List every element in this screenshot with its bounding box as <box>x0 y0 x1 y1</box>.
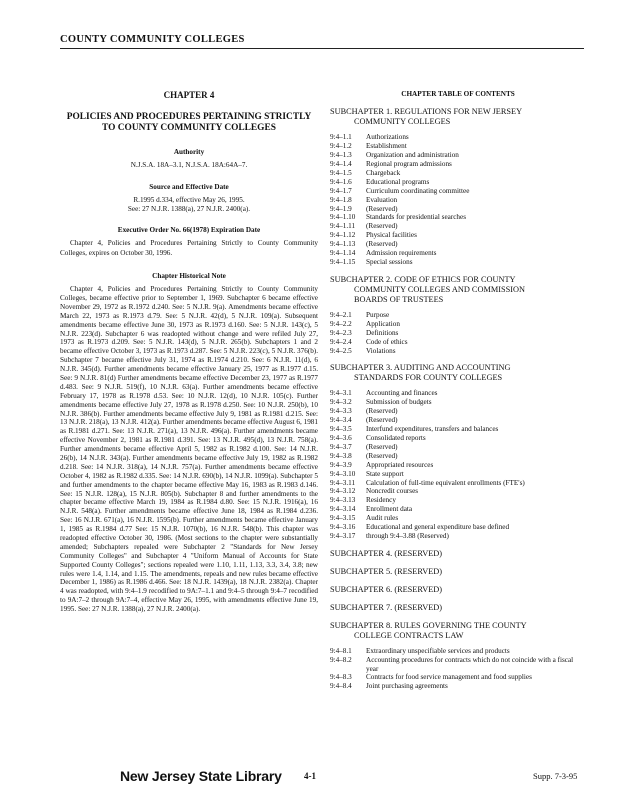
subchapter-heading[interactable] <box>330 567 586 577</box>
subchapter-title-line: COMMUNITY COLLEGES <box>354 117 451 127</box>
toc-item[interactable] <box>330 505 586 514</box>
section-number: 9:4–2.3 <box>330 328 352 337</box>
toc-item[interactable] <box>330 329 586 338</box>
section-title: Authorizations <box>366 133 409 142</box>
section-title: Violations <box>366 346 396 355</box>
toc-item[interactable] <box>330 523 586 532</box>
section-title: Audit rules <box>366 514 399 523</box>
section-title: State support <box>366 469 404 478</box>
section-number: 9:4–2.5 <box>330 346 352 355</box>
page-footer <box>0 768 618 788</box>
toc-item[interactable] <box>330 222 586 231</box>
section-number: 9:4–1.13 <box>330 240 356 249</box>
section-number: 9:4–3.10 <box>330 469 356 478</box>
section-number: 9:4–8.3 <box>330 673 352 682</box>
subchapter-title-line: SUBCHAPTER 8. RULES GOVERNING THE COUNTY <box>330 620 527 630</box>
subchapter-title-line: SUBCHAPTER 4. (RESERVED) <box>330 549 443 558</box>
section-number: 9:4–3.9 <box>330 460 352 469</box>
source-line-1: R.1995 d.334, effective May 26, 1995. <box>133 195 245 204</box>
section-number: 9:4–2.1 <box>330 310 352 319</box>
section-number: 9:4–1.7 <box>330 186 352 195</box>
header-rule <box>60 48 584 49</box>
section-number: 9:4–3.12 <box>330 487 356 496</box>
history-text: Chapter 4, Policies and Procedures Pertaining Strictly to County Community Colleges, became effective prior to September 1, 1969. Subchapter 6 became effective November 29, 1972 as R.1972 d.240. See: 5 N.J.R. 9(a). Amendments became effective March 22, 1973 as R.1973 d.79. See: 5 N.J.R. 42(d), 5 N.J.R. 109(a). Subsequent amendments became effective June 30, 1973 as R.1973 d.160. See: 5 N.J.R. 143(c), 5 N.J.R. 223(d). Subchapter 6 was readopted without change and were refiled July 27, 1973 as R.1973 d.209. See: 5 N.J.R. 143(d), 5 N.J.R. 265(b). Subchapters 1 and 2 became effective October 3, 1973 as R.1973 d.287. See: 5 N.J.R. 223(c), 5 N.J.R. 376(b). Subchapter 7 became effective July 31, 1974 as R.1974 d.210. See: 6 N.J.R. 11(d), 6 N.J.R. 345(d). Further amendments became effective January 25, 1977 as R.1977 d.15. See: 9 N.J.R. 81(d) Further amendments became effective December 23, 1977 as R.1977 d.483. See: 9 N.J.R. 519(f), 10 N.J.R. 63(a). Further amendments became effective February 17, 1978 as R.1978 d.53. See: 10 N.J.R. 12(d), 10 N.J.R. 105(c). Further amendments became effective July 27, 1978 as R.1978 d.250. See: 10 N.J.R. 250(b), 10 N.J.R. 386(b). Further amendments became effective July 9, 1981 as R.1981 d.215. See: 13 N.J.R. 218(a), 13 N.J.R. 412(a). Further amendments became effective August 6, 1981 as R.1981 d.271. See: 13 N.J.R. 271(a), 13 N.J.R. 496(a). Further amendments became effective November 2, 1981 as R.1981 d.391. See: 13 N.J.R. 495(d), 13 N.J.R. 758(a). Further amendments became effective April 5, 1982 as R.1982 d.100. See: 14 N.J.R. 26(b), 14 N.J.R. 343(a). Further amendments became effective July 19, 1982 as R.1982 d.218. See: 14 N.J.R. 318(a), 14 N.J.R. 757(a). Further amendments became effective October 4, 1982 as R.1982 d.335. See: 14 N.J.R. 690(b), 14 N.J.R. 1099(a). Subchapter 5 and further amendments to the chapter became effective May 16, 1983 as R.1983 d.146. See: 15 N.J.R. 128(a), 15 N.J.R. 805(b). Subchapter 8 and further amendments to the chapter became effective March 19, 1984 as R.1984 d.80. See: 15 N.J.R. 1916(a), 16 N.J.R. 548(a). Further amendments became effective June 18, 1984 as R.1984 d.236. See: 16 N.J.R. 671(a), 16 N.J.R. 1595(b). Further amendments became effective January 1, 1985 as R.1984 d.77 See: 15 N.J.R. 1070(b), 16 N.J.R. 548(b). This chapter was readopted effective October 30, 1986. (Most sections to the chapter were substantially amended; Subchapters repealed were Subchapter 2 "Standards for New Jersey Community Colleges" and Subchapter 4 "Uniform Manual of Accounts for State Supported County Colleges"; sections repealed were 1.10, 1.11, 1.13, 3.3, 3.4, 3.8; new rules were 1.4, 1.14, and 1.15. The amendments, repeals and new rules became effective December 1, 1986) as R.1986 d.466. See: 18 N.J.R. 1439(a), 18 N.J.R. 2382(a). Chapter 4 was readopted, with 9:4–1.9 recodified to 9A:7–1.1 and 9:4–5 through 9:4–7 recodified to 9A:7–2 through 9A:7–4, effective May 26, 1995, with amendments effective June 19, 1995. See: 27 N.J.R. 1388(a), 27 N.J.R. 2400(a). <box>60 285 318 614</box>
section-title: Noncredit courses <box>366 487 419 496</box>
section-number: 9:4–3.7 <box>330 442 352 451</box>
subchapter-heading[interactable] <box>330 621 586 641</box>
section-number: 9:4–3.17 <box>330 532 356 541</box>
section-number: 9:4–1.4 <box>330 159 352 168</box>
history-heading: Chapter Historical Note <box>152 271 226 280</box>
toc-item[interactable] <box>330 240 586 249</box>
toc-item[interactable] <box>330 133 586 142</box>
expiration-heading: Executive Order No. 66(1978) Expiration Date <box>117 226 261 235</box>
toc-item[interactable] <box>330 205 586 214</box>
section-title: Residency <box>366 496 396 505</box>
section-title: Application <box>366 319 400 328</box>
subchapter-heading[interactable] <box>330 275 586 305</box>
toc-item[interactable] <box>330 682 586 691</box>
section-title: (Reserved) <box>366 204 398 213</box>
left-column <box>60 90 318 614</box>
section-title: Special sessions <box>366 258 413 267</box>
chapter-label: CHAPTER 4 <box>163 90 215 100</box>
section-number: 9:4–1.15 <box>330 258 356 267</box>
section-title: Accounting procedures for contracts which do not coincide with a fiscal year <box>366 655 574 673</box>
toc-item[interactable] <box>330 407 586 416</box>
subchapter-title-line: SUBCHAPTER 7. (RESERVED) <box>330 602 443 612</box>
section-number: 9:4–3.13 <box>330 496 356 505</box>
subchapter-title-line: SUBCHAPTER 2. CODE OF ETHICS FOR COUNTY <box>330 274 516 284</box>
section-title: Interfund expenditures, transfers and balances <box>366 425 499 434</box>
toc-item[interactable] <box>330 443 586 452</box>
section-number: 9:4–1.10 <box>330 213 356 222</box>
toc-item[interactable] <box>330 656 586 674</box>
section-number: 9:4–8.1 <box>330 646 352 655</box>
authority-heading: Authority <box>173 148 205 157</box>
running-head: COUNTY COMMUNITY COLLEGES <box>60 34 245 45</box>
expiration-text: Chapter 4, Policies and Procedures Pertaining Strictly to County Community Colleges, expires on October 30, 1996. <box>60 239 318 257</box>
subchapter-heading[interactable] <box>330 549 586 559</box>
section-title: (Reserved) <box>366 240 398 249</box>
section-title: Chargeback <box>366 168 401 177</box>
toc-item[interactable] <box>330 338 586 347</box>
subchapter-title-line: SUBCHAPTER 5. (RESERVED) <box>330 566 443 576</box>
library-name: New Jersey State Library <box>120 768 282 784</box>
toc-item[interactable] <box>330 196 586 205</box>
toc-item[interactable] <box>330 249 586 258</box>
section-title: Curriculum coordinating committee <box>366 186 470 195</box>
section-number: 9:4–3.15 <box>330 514 356 523</box>
section-title: (Reserved) <box>366 442 398 451</box>
toc-item[interactable] <box>330 231 586 240</box>
subchapter-heading[interactable] <box>330 585 586 595</box>
subchapter-title-line: SUBCHAPTER 1. REGULATIONS FOR NEW JERSEY <box>330 107 523 117</box>
section-title: Accounting and finances <box>366 389 438 398</box>
toc-item[interactable] <box>330 142 586 151</box>
toc-item[interactable] <box>330 470 586 479</box>
section-title: Admission requirements <box>366 249 437 258</box>
toc-item[interactable] <box>330 461 586 470</box>
section-number: 9:4–1.2 <box>330 142 352 151</box>
section-title: Submission of budgets <box>366 398 432 407</box>
section-number: 9:4–1.12 <box>330 231 356 240</box>
section-title: Standards for presidential searches <box>366 213 466 222</box>
toc-item[interactable] <box>330 452 586 461</box>
toc-item[interactable] <box>330 258 586 267</box>
section-title: Evaluation <box>366 195 398 204</box>
section-number: 9:4–1.11 <box>330 222 356 231</box>
toc-item[interactable] <box>330 487 586 496</box>
section-number: 9:4–3.5 <box>330 425 352 434</box>
section-number: 9:4–2.4 <box>330 337 352 346</box>
toc-item[interactable] <box>330 320 586 329</box>
section-title: Regional program admissions <box>366 159 452 168</box>
section-number: 9:4–2.2 <box>330 319 352 328</box>
source-line-2: See: 27 N.J.R. 1388(a), 27 N.J.R. 2400(a). <box>127 204 251 213</box>
section-title: Establishment <box>366 142 407 151</box>
section-title: (Reserved) <box>366 222 398 231</box>
subchapter-heading[interactable] <box>330 603 586 613</box>
toc-item[interactable] <box>330 178 586 187</box>
toc-item[interactable] <box>330 532 586 541</box>
section-number: 9:4–1.14 <box>330 249 356 258</box>
section-title: (Reserved) <box>366 407 398 416</box>
section-number: 9:4–3.8 <box>330 451 352 460</box>
subchapter-heading[interactable] <box>330 363 586 383</box>
source-heading: Source and Effective Date <box>149 182 229 191</box>
toc-item[interactable] <box>330 647 586 656</box>
subchapter-title-line: BOARDS OF TRUSTEES <box>354 294 444 304</box>
section-number: 9:4–1.9 <box>330 204 352 213</box>
subchapter-title-line: STANDARDS FOR COUNTY COLLEGES <box>354 373 503 383</box>
section-title: (Reserved) <box>366 451 398 460</box>
section-title: Enrollment data <box>366 505 413 514</box>
toc-item[interactable] <box>330 347 586 356</box>
section-title: Contracts for food service management and food supplies <box>366 673 532 682</box>
page-number: 4-1 <box>304 771 316 781</box>
toc-item[interactable] <box>330 673 586 682</box>
toc-item[interactable] <box>330 496 586 505</box>
right-column <box>330 90 586 691</box>
section-title: Educational programs <box>366 177 430 186</box>
subchapter-title-line: COMMUNITY COLLEGES AND COMMISSION <box>354 284 525 294</box>
section-number: 9:4–1.1 <box>330 133 352 142</box>
section-number: 9:4–8.4 <box>330 682 352 691</box>
section-number: 9:4–8.2 <box>330 655 352 664</box>
section-number: 9:4–1.6 <box>330 177 352 186</box>
section-title: Consolidated reports <box>366 433 426 442</box>
section-title: (Reserved) <box>366 416 398 425</box>
toc-item[interactable] <box>330 416 586 425</box>
toc-item[interactable] <box>330 187 586 196</box>
section-number: 9:4–1.8 <box>330 195 352 204</box>
toc-item[interactable] <box>330 398 586 407</box>
section-number: 9:4–1.5 <box>330 168 352 177</box>
subchapter-title-line: SUBCHAPTER 6. (RESERVED) <box>330 584 443 594</box>
section-title: through 9:4–3.88 (Reserved) <box>366 532 449 541</box>
section-number: 9:4–3.16 <box>330 523 356 532</box>
section-number: 9:4–3.1 <box>330 389 352 398</box>
section-title: Appropriated resources <box>366 460 434 469</box>
toc-item[interactable] <box>330 389 586 398</box>
chapter-title: POLICIES AND PROCEDURES PERTAINING STRICTLY TO COUNTY COMMUNITY COLLEGES <box>66 111 312 133</box>
section-number: 9:4–3.3 <box>330 407 352 416</box>
subchapter-title-line: SUBCHAPTER 3. AUDITING AND ACCOUNTING <box>330 363 511 373</box>
toc-item[interactable] <box>330 425 586 434</box>
toc-item[interactable] <box>330 151 586 160</box>
section-title: Purpose <box>366 310 390 319</box>
section-number: 9:4–3.6 <box>330 433 352 442</box>
toc-item[interactable] <box>330 213 586 222</box>
authority-text: N.J.S.A. 18A–3.1, N.J.S.A. 18A:64A–7. <box>130 161 248 170</box>
toc-heading: CHAPTER TABLE OF CONTENTS <box>401 90 515 98</box>
section-title: Physical facilities <box>366 231 417 240</box>
subchapter-title-line: COLLEGE CONTRACTS LAW <box>354 630 464 640</box>
section-title: Calculation of full-time equivalent enrollments (FTE's) <box>366 478 525 487</box>
toc-item[interactable] <box>330 160 586 169</box>
subchapter-heading[interactable] <box>330 107 586 127</box>
toc-body <box>330 107 586 691</box>
section-number: 9:4–3.11 <box>330 478 356 487</box>
toc-item[interactable] <box>330 434 586 443</box>
section-title: Definitions <box>366 328 399 337</box>
toc-item[interactable] <box>330 479 586 488</box>
section-title: Educational and general expenditure base defined <box>366 523 510 532</box>
section-number: 9:4–3.14 <box>330 505 356 514</box>
section-title: Organization and administration <box>366 150 459 159</box>
section-number: 9:4–3.2 <box>330 398 352 407</box>
section-title: Extraordinary unspecifiable services and products <box>366 646 510 655</box>
toc-item[interactable] <box>330 514 586 523</box>
section-title: Code of ethics <box>366 337 408 346</box>
section-number: 9:4–3.4 <box>330 416 352 425</box>
section-number: 9:4–1.3 <box>330 150 352 159</box>
section-title: Joint purchasing agreements <box>366 682 448 691</box>
toc-item[interactable] <box>330 311 586 320</box>
supplement-date: Supp. 7-3-95 <box>533 771 578 781</box>
toc-item[interactable] <box>330 169 586 178</box>
